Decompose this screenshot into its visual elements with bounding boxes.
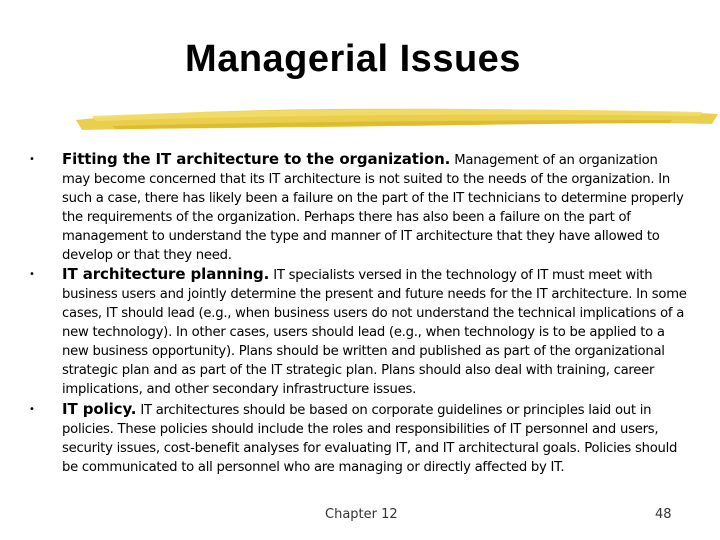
bullet-body: IT architectures should be based on corporate guidelines or principles laid out in policies. These policies should include the roles and responsibilities of IT personnel and users, security issues, cost-benefit analyses for evaluating IT, and IT architectural goals. Policies should be communicated to all personnel who are managing or directly affected by IT. (62, 403, 678, 475)
bullet-body: Management of an organization may become concerned that its IT architecture is not suited to the needs of the organization. In such a case, there has likely been a failure on the part of the IT technicians to determine properly the requirements of the organization. Perhaps there has also been a failure on the part of management to understand the type and manner of IT architecture that they have allowed to develop or that they need. (62, 153, 684, 263)
footer-page-number: 48 (655, 507, 672, 522)
bullet-dot: • (29, 269, 35, 280)
bullet-item (29, 265, 688, 399)
title-underline-brush (72, 100, 720, 134)
bullet-dot: • (29, 404, 35, 415)
bullet-lead: IT architecture planning. (62, 265, 270, 283)
bullet-item (29, 150, 688, 265)
bullet-item (29, 400, 688, 477)
bullet-body: IT specialists versed in the technology of IT must meet with business users and jointly determine the present and future needs for the IT architecture. In some cases, IT should lead (e.g., when business users do not understand the technical implications of a new technology). In other cases, users should lead (e.g., when technology is to be applied to a new business opportunity). Plans should be written and published as part of the organizational strategic plan and as part of the IT strategic plan. Plans should also deal with training, career implications, and other secondary infrastructure issues. (62, 268, 687, 397)
slide-title: Managerial Issues (185, 38, 521, 80)
bullet-lead: Fitting the IT architecture to the organization. (62, 150, 451, 168)
bullet-dot: • (29, 154, 35, 165)
bullet-lead: IT policy. (62, 400, 137, 418)
footer-chapter: Chapter 12 (325, 507, 398, 522)
